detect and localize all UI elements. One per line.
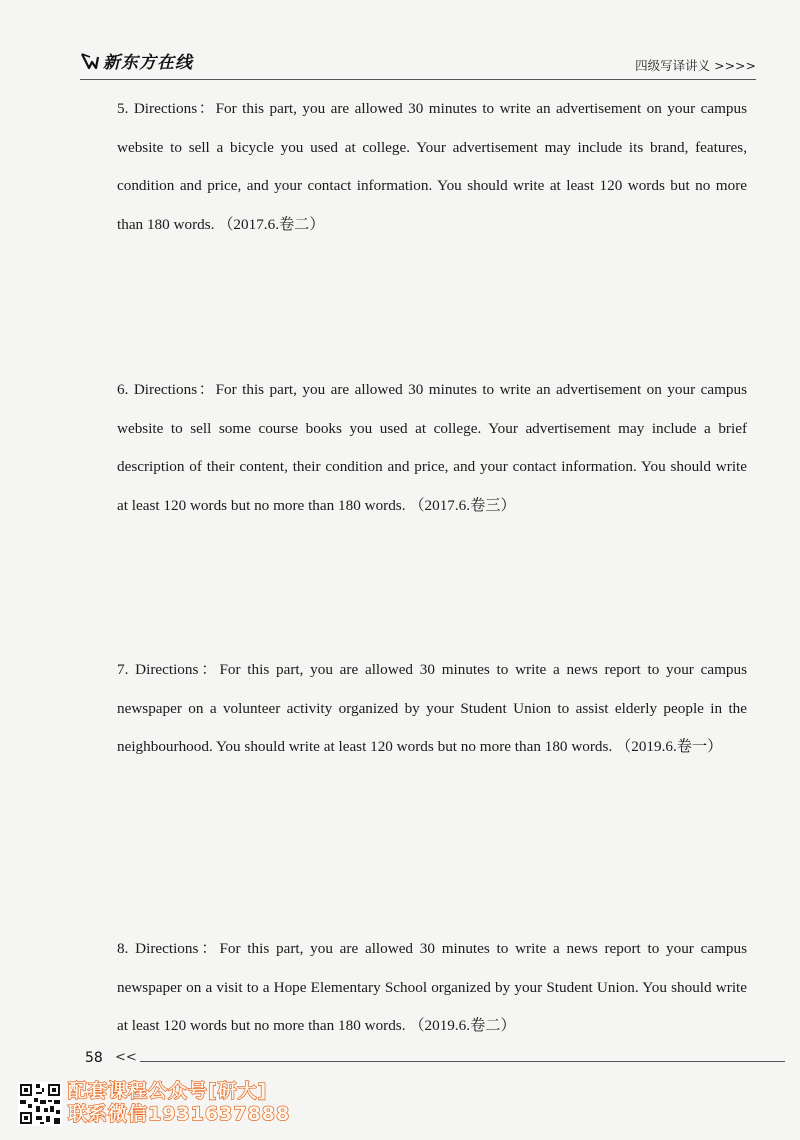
publisher-logo: [80, 48, 193, 73]
footer-divider: [140, 1061, 785, 1062]
question-6-text: 6. Directions：For this part, you are allowed 30 minutes to write an advertisement on your campus website to sell some course books you used at college. Your advertisement may include a brief description of their content, their condition and price, and your contact information. You should write at least 120 words but no more than 180 words. （2017.6.卷三）: [117, 381, 747, 514]
question-6: [117, 371, 747, 525]
question-8-text: 8. Directions：For this part, you are allowed 30 minutes to write a news report to your campus newspaper on a visit to a Hope Elementary School organized by your Student Union. You should write at least 120 words but no more than 180 words. （2019.6.卷二）: [117, 940, 747, 1034]
question-7: [117, 651, 747, 767]
question-7-text: 7. Directions：For this part, you are allowed 30 minutes to write a news report to your campus newspaper on a volunteer activity organized by your Student Union to assist elderly people in the neighbourhood. You should write at least 120 words but no more than 180 words. （2019.6.卷一）: [117, 661, 747, 755]
page-arrows: <<: [115, 1050, 137, 1065]
header-divider: [80, 79, 756, 80]
watermark-line-1: 配套课程公众号[研大]: [68, 1080, 268, 1102]
watermark-stamp: [18, 1080, 318, 1128]
qr-code-icon: [18, 1082, 62, 1126]
new-oriental-logo-icon: [80, 51, 100, 71]
page-footer: [85, 1050, 785, 1070]
question-8: [117, 930, 747, 1046]
question-5: [117, 90, 747, 244]
page-header: [80, 44, 756, 78]
section-title: 四级写译讲义 >>>>: [635, 58, 756, 73]
logo-text: 新东方在线: [103, 53, 193, 73]
question-5-text: 5. Directions：For this part, you are allowed 30 minutes to write an advertisement on your campus website to sell a bicycle you used at college. Your advertisement may include its brand, features, condition and price, and your contact information. You should write at least 120 words but no more than 180 words. （2017.6.卷二）: [117, 100, 747, 233]
page-number: 58: [85, 1050, 103, 1066]
watermark-text: [68, 1080, 318, 1126]
watermark-line-2: 联系微信1931637888: [68, 1103, 291, 1125]
